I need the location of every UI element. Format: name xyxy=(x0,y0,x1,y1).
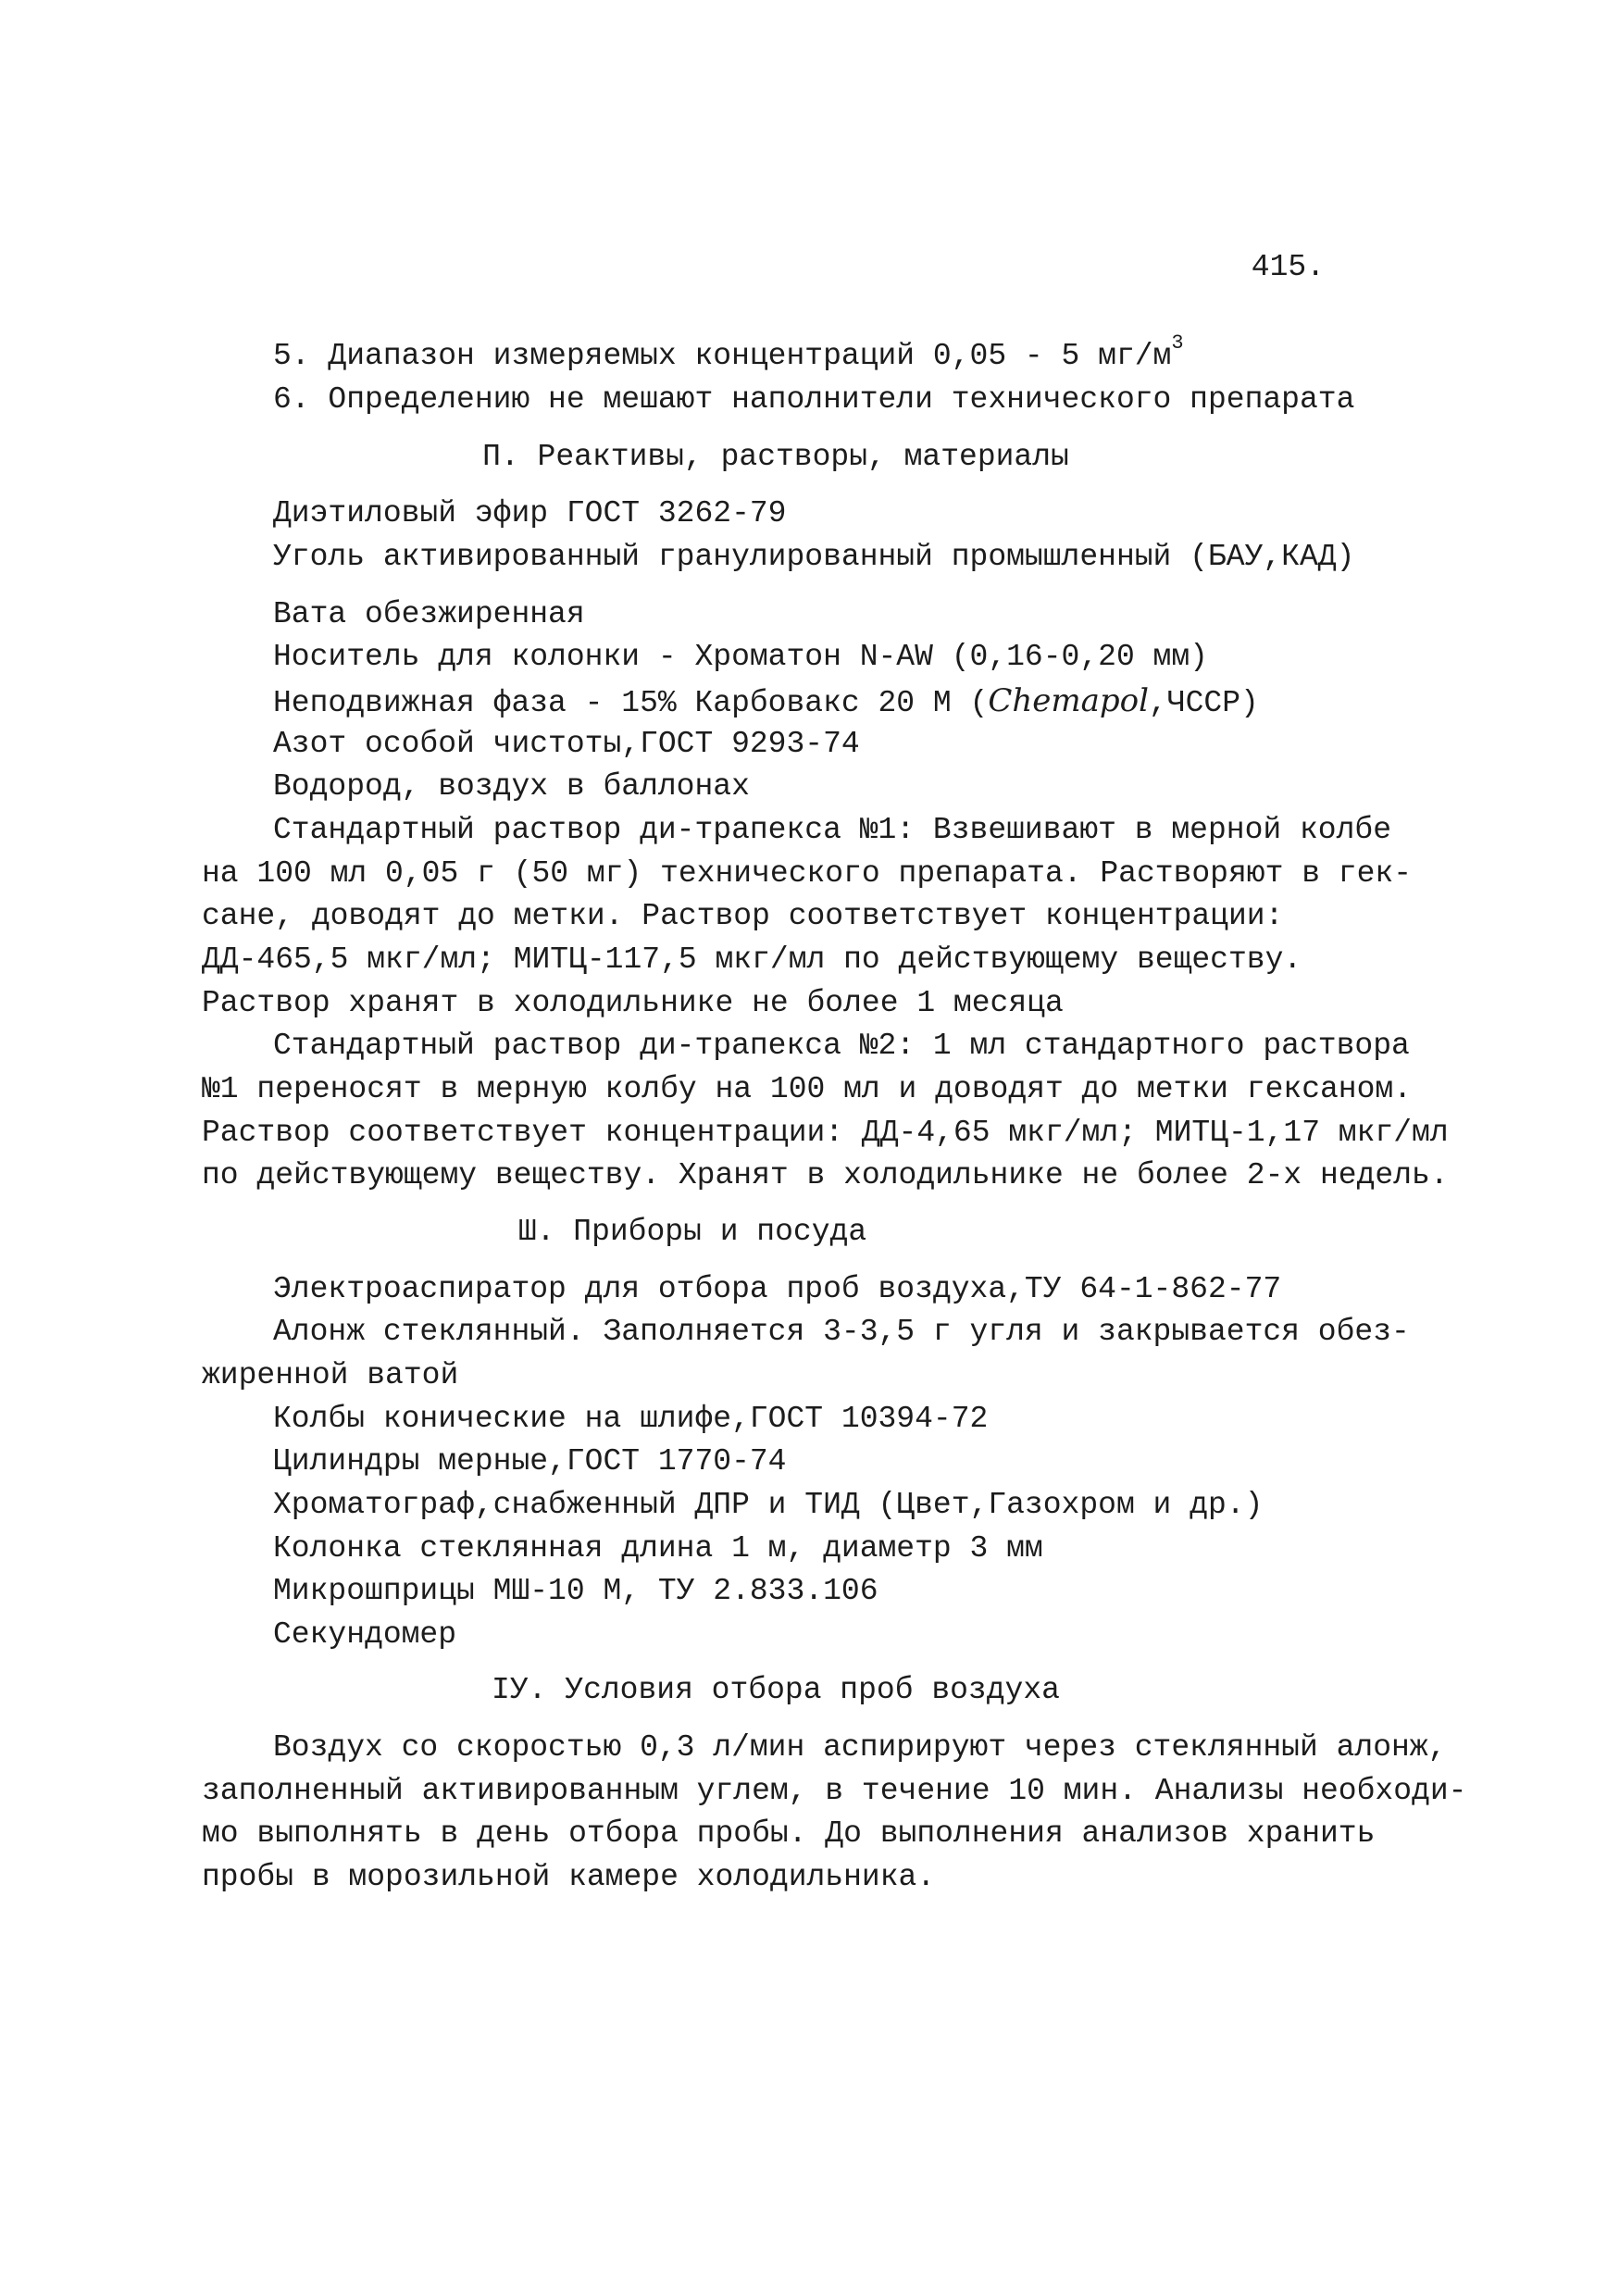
item-6: 6. Определению не мешают наполнители технического препарата xyxy=(273,382,1355,417)
reagent-nitrogen: Азот особой чистоты,ГОСТ 9293-74 xyxy=(273,727,860,761)
equipment-chromatograph: Хроматограф,снабженный ДПР и ТИД (Цвет,Газохром и др.) xyxy=(273,1488,1264,1522)
equipment-stopwatch: Секундомер xyxy=(273,1617,457,1652)
equipment-alonge-cont: жиренной ватой xyxy=(202,1358,459,1392)
section-3-title: Ш. Приборы и посуда xyxy=(517,1215,867,1249)
reagent-phase xyxy=(273,682,1259,720)
page-number: 415. xyxy=(1251,250,1325,284)
sampling-line-1: Воздух со скоростью 0,3 л/мин аспирируют через стеклянный алонж, xyxy=(273,1730,1447,1765)
equipment-flasks: Колбы конические на шлифе,ГОСТ 10394-72 xyxy=(273,1402,989,1436)
std-solution-1-line-5: Раствор хранят в холодильнике не более 1 месяца xyxy=(202,986,1064,1020)
std-solution-2-line-1: Стандартный раствор ди-трапекса №2: 1 мл стандартного раствора xyxy=(273,1029,1410,1063)
cubic-superscript: 3 xyxy=(1171,331,1184,355)
std-solution-2-line-3: Раствор соответствует концентрации: ДД-4,65 мкг/мл; МИТЦ-1,17 мкг/мл xyxy=(202,1116,1449,1150)
equipment-aspirator: Электроаспиратор для отбора проб воздуха,ТУ 64-1-862-77 xyxy=(273,1272,1282,1306)
phase-text-end: ,ЧССР) xyxy=(1148,686,1259,720)
equipment-cylinders: Цилиндры мерные,ГОСТ 1770-74 xyxy=(273,1444,787,1479)
std-solution-1-line-2: на 100 мл 0,05 г (50 мг) технического препарата. Растворяют в гек- xyxy=(202,856,1413,891)
std-solution-1-line-3: сане, доводят до метки. Раствор соответствует концентрации: xyxy=(202,899,1284,933)
equipment-column: Колонка стеклянная длина 1 м, диаметр 3 мм xyxy=(273,1531,1043,1566)
reagent-carrier: Носитель для колонки - Хроматон N-AW (0,16-0,20 мм) xyxy=(273,640,1208,674)
reagent-cotton: Вата обезжиренная xyxy=(273,597,585,631)
sampling-line-2: заполненный активированным углем, в течение 10 мин. Анализы необходи- xyxy=(202,1774,1467,1808)
reagent-gases: Водород, воздух в баллонах xyxy=(273,769,750,804)
item-5 xyxy=(273,331,1184,373)
sampling-line-3: мо выполнять в день отбора пробы. До выполнения анализов хранить xyxy=(202,1816,1376,1851)
section-4-title: IУ. Условия отбора проб воздуха xyxy=(492,1673,1060,1707)
equipment-alonge: Алонж стеклянный. Заполняется 3-3,5 г угля и закрывается обез- xyxy=(273,1315,1410,1349)
reagent-ether: Диэтиловый эфир ГОСТ 3262-79 xyxy=(273,496,787,530)
std-solution-2-line-2: №1 переносят в мерную колбу на 100 мл и доводят до метки гексаном. xyxy=(202,1072,1413,1106)
std-solution-2-line-4: по действующему веществу. Хранят в холодильнике не более 2-х недель. xyxy=(202,1158,1449,1192)
section-2-title: П. Реактивы, растворы, материалы xyxy=(482,440,1069,474)
handwritten-chemapol: Chemapol xyxy=(988,682,1149,719)
equipment-microsyringes: Микрошприцы МШ-10 М, ТУ 2.833.106 xyxy=(273,1574,878,1608)
sampling-line-4: пробы в морозильной камере холодильника. xyxy=(202,1860,936,1894)
reagent-carbon: Уголь активированный гранулированный промышленный (БАУ,КАД) xyxy=(273,540,1355,574)
phase-text: Неподвижная фаза - 15% Карбовакс 20 М ( xyxy=(273,686,989,720)
std-solution-1-line-4: ДД-465,5 мкг/мл; МИТЦ-117,5 мкг/мл по действующему веществу. xyxy=(202,942,1302,977)
std-solution-1-line-1: Стандартный раствор ди-трапекса №1: Взвешивают в мерной колбе xyxy=(273,813,1391,847)
item-5-text: 5. Диапазон измеряемых концентраций 0,05 - 5 мг/м xyxy=(273,339,1172,373)
